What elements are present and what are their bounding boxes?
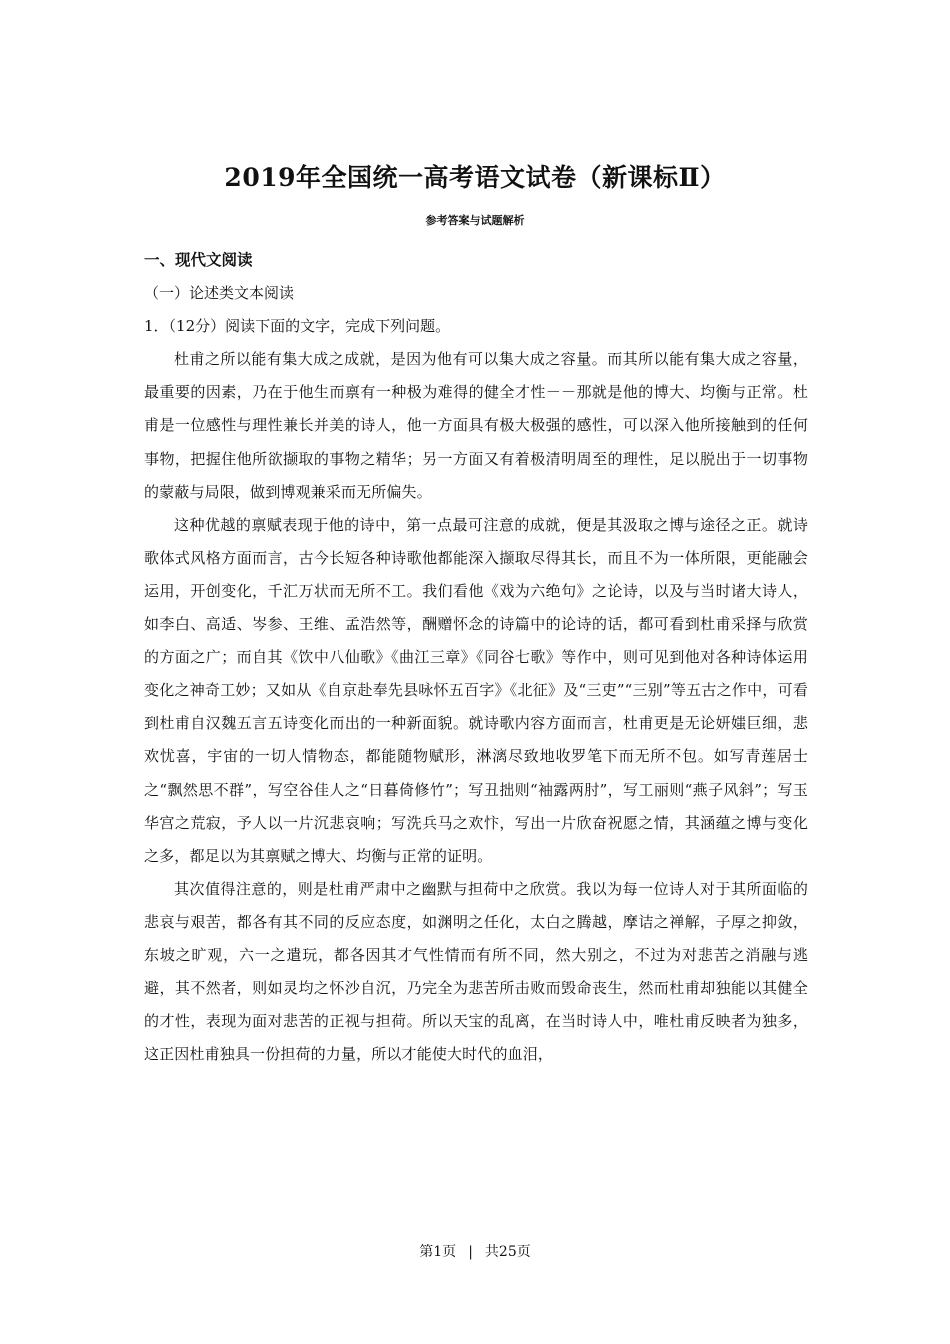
footer-separator: | [468,1244,473,1260]
page-footer [0,1242,950,1262]
subsection-heading: （一）论述类文本阅读 [144,284,295,303]
paragraph-1: 杜甫之所以能有集大成之成就，是因为他有可以集大成之容量。而其所以能有集大成之容量，最重要的因素，乃在于他生而禀有一种极为难得的健全才性－－那就是他的博大、均衡与正常。杜甫是一位感性与理性兼长并美的诗人，他一方面具有极大极强的感性，可以深入他所接触到的任何事物，把握住他所欲撷取的事物之精华；另一方面又有着极清明周至的理性，足以脱出于一切事物的蒙蔽与局限，做到博观兼采而无所偏失。 [144,350,808,501]
paragraph-2: 这种优越的禀赋表现于他的诗中，第一点最可注意的成就，便是其汲取之博与途径之正。就诗歌体式风格方面而言，古今长短各种诗歌他都能深入撷取尽得其长，而且不为一体所限，更能融会运用，开创变化，千汇万状而无所不工。我们看他《戏为六绝句》之论诗，以及与当时诸大诗人，如李白、高适、岑参、王维、孟浩然等，酬赠怀念的诗篇中的论诗的话，都可看到杜甫采择与欣赏的方面之广；而自其《饮中八仙歌》《曲江三章》《同谷七歌》等作中，则可见到他对各种诗体运用变化之神奇工妙；又如从《自京赴奉先县咏怀五百字》《北征》及“三吏”“三别”等五古之作中，可看到杜甫自汉魏五言五诗变化而出的一种新面貌。就诗歌内容方面而言，杜甫更是无论妍媸巨细，悲欢忧喜，宇宙的一切人情物态，都能随物赋形，淋漓尽致地收罗笔下而无所不包。如写青莲居士之“飘然思不群”，写空谷佳人之“日暮倚修竹”；写丑拙则“袖露两肘”，写工丽则“燕子风斜”；写玉华宫之荒寂，予人以一片沉悲哀响；写洗兵马之欢忭，写出一片欣奋祝愿之情，其涵蕴之博与变化之多，都足以为其禀赋之博大、均衡与正常的证明。 [144,515,808,865]
question-prompt: 1．（12分）阅读下面的文字，完成下列问题。 [144,317,451,336]
document-body [144,244,808,1071]
section-heading: 一、现代文阅读 [144,251,253,269]
page-number: 第1页 [419,1244,457,1260]
document-title: 2019年全国统一高考语文试卷（新课标Ⅱ） [224,163,726,192]
page-total: 共25页 [484,1244,531,1260]
document-subtitle: 参考答案与试题解析 [425,214,525,227]
paragraph-3: 其次值得注意的，则是杜甫严肃中之幽默与担荷中之欣赏。我以为每一位诗人对于其所面临的悲哀与艰苦，都各有其不同的反应态度，如渊明之任化，太白之腾越，摩诘之禅解，子厚之抑敛，东坡之旷观，六一之遣玩，都各因其才气性情而有所不同，然大别之，不过为对悲苦之消融与逃避，其不然者，则如灵均之怀沙自沉，乃完全为悲苦所击败而毁命丧生，然而杜甫却独能以其健全的才性，表现为面对悲苦的正视与担荷。所以天宝的乱离，在当时诗人中，唯杜甫反映者为独多，这正因杜甫独具一份担荷的力量，所以才能使大时代的血泪， [144,879,808,1064]
